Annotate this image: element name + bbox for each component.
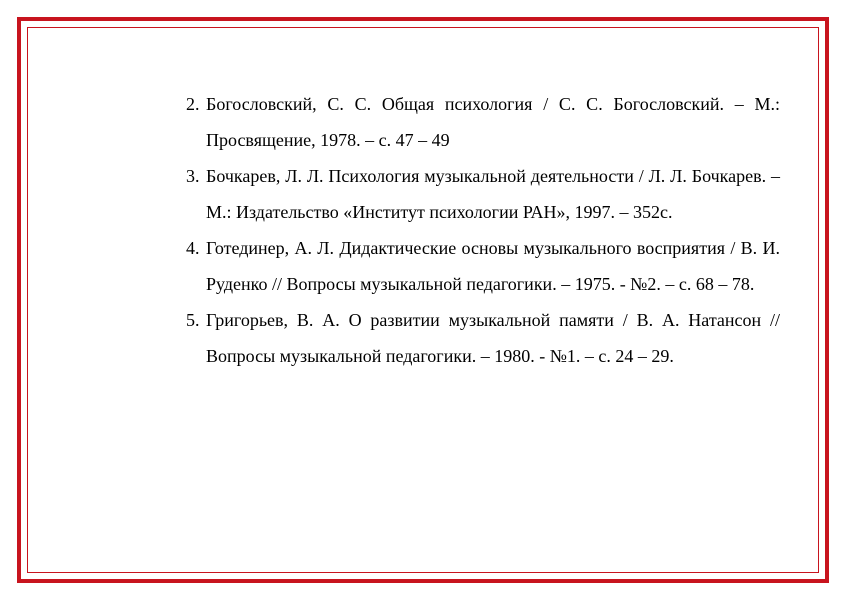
reference-text: Бочкарев, Л. Л. Психология музыкальной деятельности / Л. Л. Бочкарев. – М.: Издательство «Институт психологии РАН», 1997. – 352с. (206, 166, 780, 222)
reference-item-4 (186, 230, 780, 302)
reference-text: Богословский, С. С. Общая психология / С. С. Богословский. – М.: Просвящение, 1978. – с. 47 – 49 (206, 94, 780, 150)
reference-item-3 (186, 158, 780, 230)
reference-list (186, 86, 780, 374)
reference-number: 4. (186, 238, 200, 258)
reference-item-5 (186, 302, 780, 374)
reference-item-2 (186, 86, 780, 158)
reference-number: 2. (186, 94, 200, 114)
reference-text: Григорьев, В. А. О развитии музыкальной памяти / В. А. Натансон // Вопросы музыкальной педагогики. – 1980. - №1. – с. 24 – 29. (206, 310, 780, 366)
reference-text: Готединер, А. Л. Дидактические основы музыкального восприятия / В. И. Руденко // Вопросы музыкальной педагогики. – 1975. - №2. – с. 68 – 78. (206, 238, 780, 294)
reference-number: 5. (186, 310, 200, 330)
reference-number: 3. (186, 166, 200, 186)
